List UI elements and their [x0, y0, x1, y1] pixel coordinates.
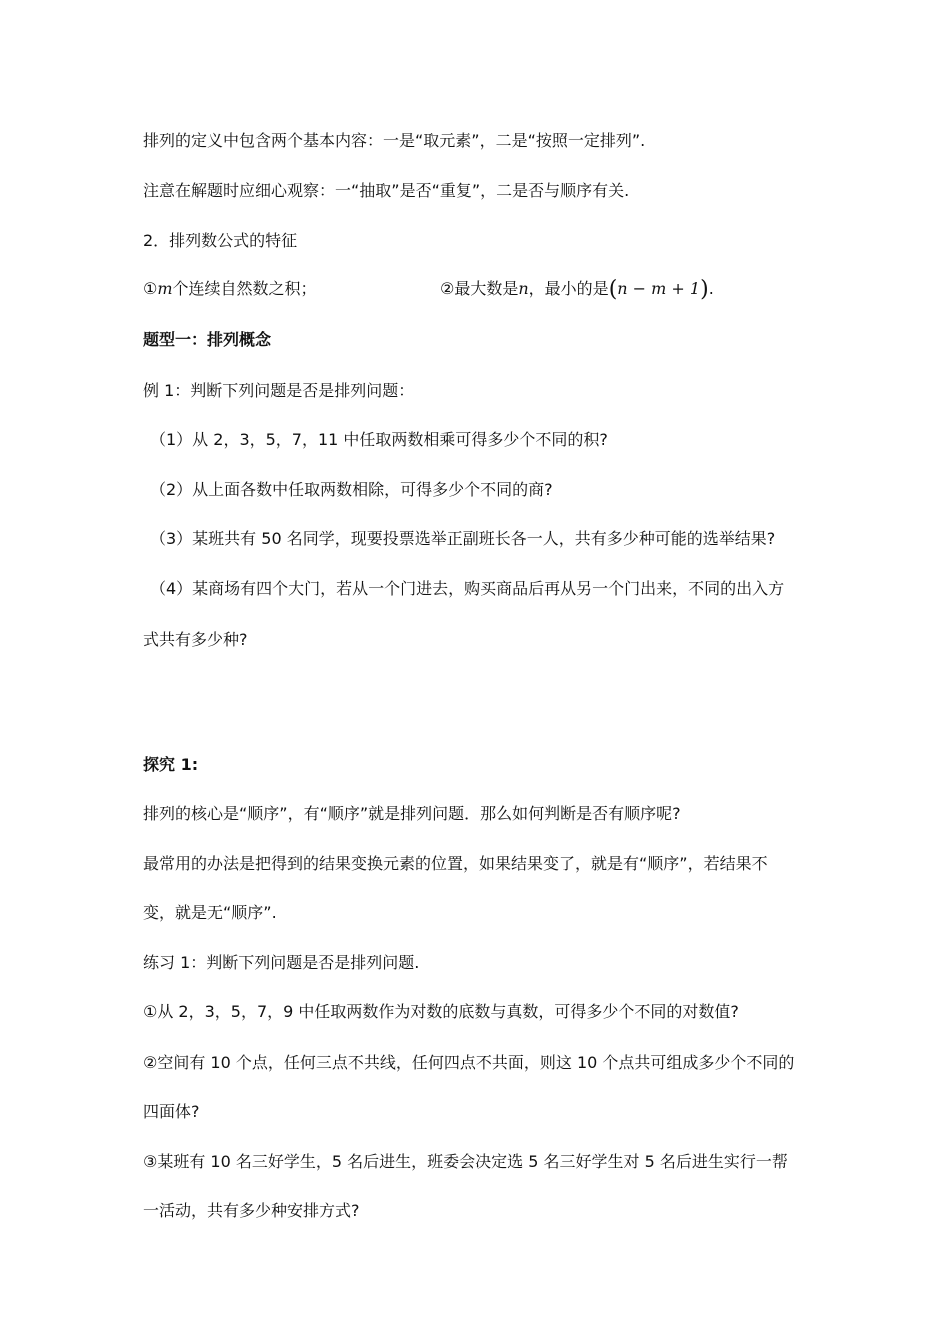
item2-mid: ，最小的是	[528, 279, 609, 298]
example1-question-3: （3）某班共有 50 名同学，现要投票选举正副班长各一人，共有多少种可能的选举结果?	[150, 529, 776, 548]
explore1-paragraph-1: 排列的核心是“顺序”，有“顺序”就是排列问题．那么如何判断是否有顺序呢?	[143, 804, 681, 823]
example1-title: 例 1：判断下列问题是否是排列问题：	[143, 381, 415, 400]
practice1-question-3-line2: 一活动，共有多少种安排方式?	[143, 1201, 360, 1220]
practice1-question-2-line1: ②空间有 10 个点，任何三点不共线，任何四点不共面，则这 10 个点共可组成多少个不同的	[143, 1053, 795, 1072]
left-paren: (	[608, 277, 618, 302]
explore1-paragraph-2-line2: 变，就是无“顺序”.	[143, 903, 277, 922]
item2-end: .	[708, 279, 714, 298]
item2-variable: n	[518, 279, 529, 298]
right-paren: )	[700, 277, 709, 302]
example1-question-4-line1: （4）某商场有四个大门，若从一个门进去，购买商品后再从另一个门出来，不同的出入方	[150, 579, 785, 598]
item2-expression: n − m + 1	[617, 279, 701, 298]
explore1-heading: 探究 1:	[143, 755, 199, 774]
example1-question-4-line2: 式共有多少种?	[143, 630, 248, 649]
feature-item-2	[440, 279, 714, 300]
practice1-question-1: ①从 2，3，5，7，9 中任取两数作为对数的底数与真数，可得多少个不同的对数值?	[143, 1002, 739, 1021]
item1-prefix: ①	[143, 279, 158, 298]
practice1-question-3-line1: ③某班有 10 名三好学生，5 名后进生，班委会决定选 5 名三好学生对 5 名后进生实行一帮	[143, 1152, 788, 1171]
feature-heading: 2．排列数公式的特征	[143, 231, 298, 250]
feature-item-1	[143, 279, 317, 299]
practice1-title: 练习 1：判断下列问题是否是排列问题.	[143, 953, 420, 972]
explore1-paragraph-2-line1: 最常用的办法是把得到的结果变换元素的位置，如果结果变了，就是有“顺序”，若结果不	[143, 854, 768, 873]
definition-text: 排列的定义中包含两个基本内容：一是“取元素”，二是“按照一定排列”.	[143, 131, 646, 150]
example1-question-1: （1）从 2，3，5，7，11 中任取两数相乘可得多少个不同的积?	[150, 430, 608, 449]
type1-heading: 题型一：排列概念	[143, 330, 272, 349]
item2-prefix: ②最大数是	[440, 279, 519, 298]
note-text: 注意在解题时应细心观察：一“抽取”是否“重复”，二是否与顺序有关.	[143, 181, 630, 200]
practice1-question-2-line2: 四面体?	[143, 1102, 200, 1121]
item1-text: 个连续自然数之积；	[172, 279, 317, 298]
example1-question-2: （2）从上面各数中任取两数相除，可得多少个不同的商?	[150, 480, 553, 499]
item1-variable: m	[157, 279, 173, 298]
